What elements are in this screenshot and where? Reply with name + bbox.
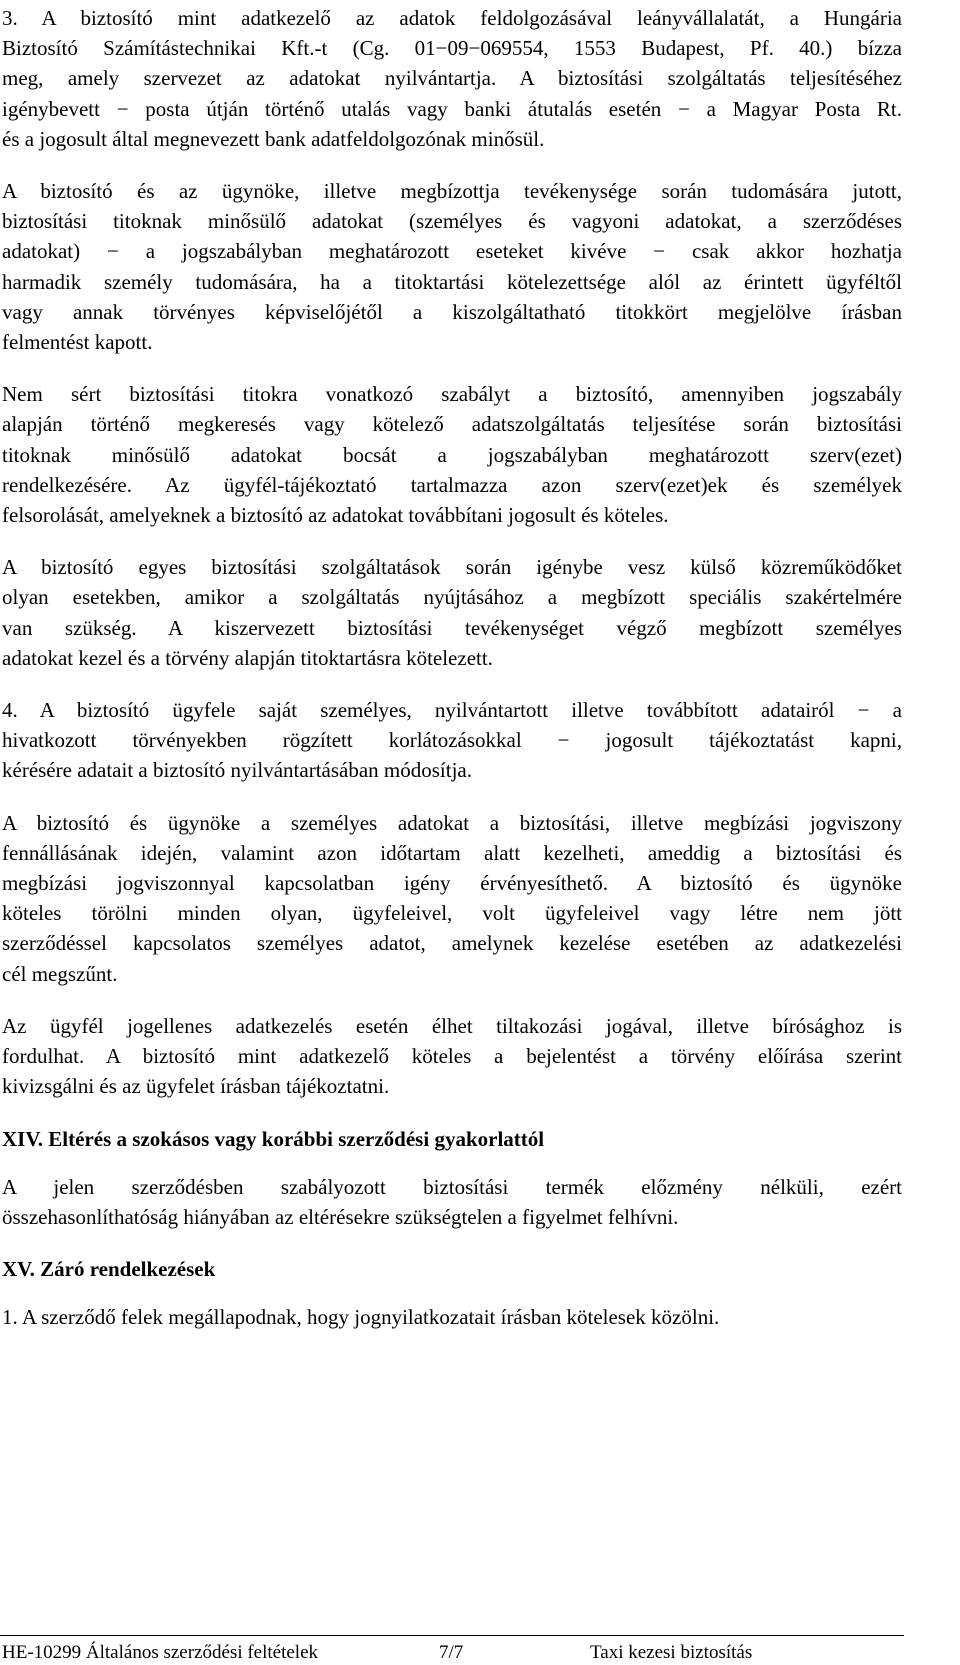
text-line: igénybevett − posta útján történő utalás vagy banki átutalás esetén − a Magyar Posta Rt. xyxy=(2,96,902,121)
footer-page-number: 7/7 xyxy=(439,1642,464,1663)
text-line: olyan esetekben, amikor a szolgáltatás nyújtásához a megbízott speciális szakértelmére xyxy=(2,585,902,610)
footer-divider xyxy=(0,1635,904,1636)
footer-document-title: HE-10299 Általános szerződési feltételek xyxy=(2,1642,319,1663)
text-line: 4. A biztosító ügyfele saját személyes, nyilvántartott illetve továbbított adatairól − a xyxy=(2,698,902,723)
text-line: meg, amely szervezet az adatokat nyilvántartja. A biztosítási szolgáltatás teljesítéséhez xyxy=(2,66,902,91)
section-heading-xiv: XIV. Eltérés a szokásos vagy korábbi szerződési gyakorlattól xyxy=(2,1126,545,1151)
text-line: adatokat kezel és a törvény alapján titoktartásra kötelezett. xyxy=(2,645,493,670)
text-line: Az ügyfél jogellenes adatkezelés esetén élhet tiltakozási jogával, illetve bírósághoz is xyxy=(2,1013,902,1038)
paragraph-insurance-secret xyxy=(2,176,902,357)
text-line: A biztosító és az ügynöke, illetve megbízottja tevékenysége során tudomására jutott, xyxy=(2,179,902,204)
text-line: A biztosító és ügynöke a személyes adatokat a biztosítási, illetve megbízási jogviszony xyxy=(2,810,902,835)
text-line: 1. A szerződő felek megállapodnak, hogy jognyilatkozatait írásban kötelesek közölni. xyxy=(2,1305,720,1330)
text-line: felsorolását, amelyeknek a biztosító az adatokat továbbítani jogosult és köteles. xyxy=(2,503,669,528)
text-line: 3. A biztosító mint adatkezelő az adatok feldolgozásával leányvállalatát, a Hungária xyxy=(2,6,902,30)
text-line: kérésére adatait a biztosító nyilvántartásában módosítja. xyxy=(2,758,472,783)
paragraph-data-retention xyxy=(2,808,902,989)
text-line: Biztosító Számítástechnikai Kft.-t (Cg. 01−09−069554, 1553 Budapest, Pf. 40.) bízza xyxy=(2,36,902,61)
text-line: szerződéssel kapcsolatos személyes adatot, amelynek kezelése esetében az adatkezelési xyxy=(2,931,902,956)
text-line: van szükség. A kiszervezett biztosítási tevékenységet végző megbízott személyes xyxy=(2,615,902,640)
text-line: cél megszűnt. xyxy=(2,961,118,986)
text-line: összehasonlíthatóság hiányában az eltérésekre szükségtelen a figyelmet felhívni. xyxy=(2,1204,679,1229)
section-heading-xv: XV. Záró rendelkezések xyxy=(2,1257,216,1282)
text-line: fordulhat. A biztosító mint adatkezelő köteles a bejelentést a törvény előírása szerint xyxy=(2,1044,902,1069)
text-line: titoknak minősülő adatokat bocsát a jogszabályban meghatározott szerv(ezet) xyxy=(2,442,902,467)
text-line: Nem sért biztosítási titokra vonatkozó szabályt a biztosító, amennyiben jogszabály xyxy=(2,382,902,407)
text-line: hivatkozott törvényekben rögzített korlátozásokkal − jogosult tájékoztatást kapni, xyxy=(2,728,902,753)
paragraph-closing xyxy=(2,1302,902,1332)
text-line: felmentést kapott. xyxy=(2,330,153,355)
document-page xyxy=(2,0,902,1333)
footer-product-name: Taxi kezesi biztosítás xyxy=(590,1642,753,1663)
text-line: biztosítási titoknak minősülő adatokat (személyes és vagyoni adatokat, a szerződéses xyxy=(2,209,902,234)
paragraph-external-contributors xyxy=(2,552,902,673)
text-line: A jelen szerződésben szabályozott biztosítási termék előzmény nélküli, ezért xyxy=(2,1174,902,1199)
text-line: rendelkezésére. Az ügyfél-tájékoztató tartalmazza azon szerv(ezet)ek és személyek xyxy=(2,472,902,497)
text-line: harmadik személy tudomására, ha a titoktartási kötelezettsége alól az érintett ügyféltől xyxy=(2,269,902,294)
paragraph-no-breach xyxy=(2,379,902,530)
text-line: kivizsgálni és az ügyfelet írásban tájékoztatni. xyxy=(2,1074,390,1099)
text-line: alapján történő megkeresés vagy kötelező adatszolgáltatás teljesítése során biztosítási xyxy=(2,412,902,437)
text-line: köteles törölni minden olyan, ügyfeleivel, volt ügyfeleivel vagy létre nem jött xyxy=(2,901,902,926)
text-line: megbízási jogviszonnyal kapcsolatban igény érvényesíthető. A biztosító és ügynöke xyxy=(2,871,902,896)
text-line: A biztosító egyes biztosítási szolgáltatások során igénybe vesz külső közreműködőket xyxy=(2,555,902,580)
text-line: és a jogosult által megnevezett bank adatfeldolgozónak minősül. xyxy=(2,126,545,151)
text-line: vagy annak törvényes képviselőjétől a kiszolgáltatható titokkört megjelölve írásban xyxy=(2,299,902,324)
paragraph-deviation xyxy=(2,1172,902,1232)
paragraph-objection xyxy=(2,1011,902,1102)
paragraph-client-rights xyxy=(2,695,902,786)
text-line: adatokat) − a jogszabályban meghatározott eseteket kivéve − csak akkor hozhatja xyxy=(2,239,902,264)
paragraph-data-processor xyxy=(2,3,902,154)
text-line: fennállásának idején, valamint azon időtartam alatt kezelheti, ameddig a biztosítási és xyxy=(2,840,902,865)
